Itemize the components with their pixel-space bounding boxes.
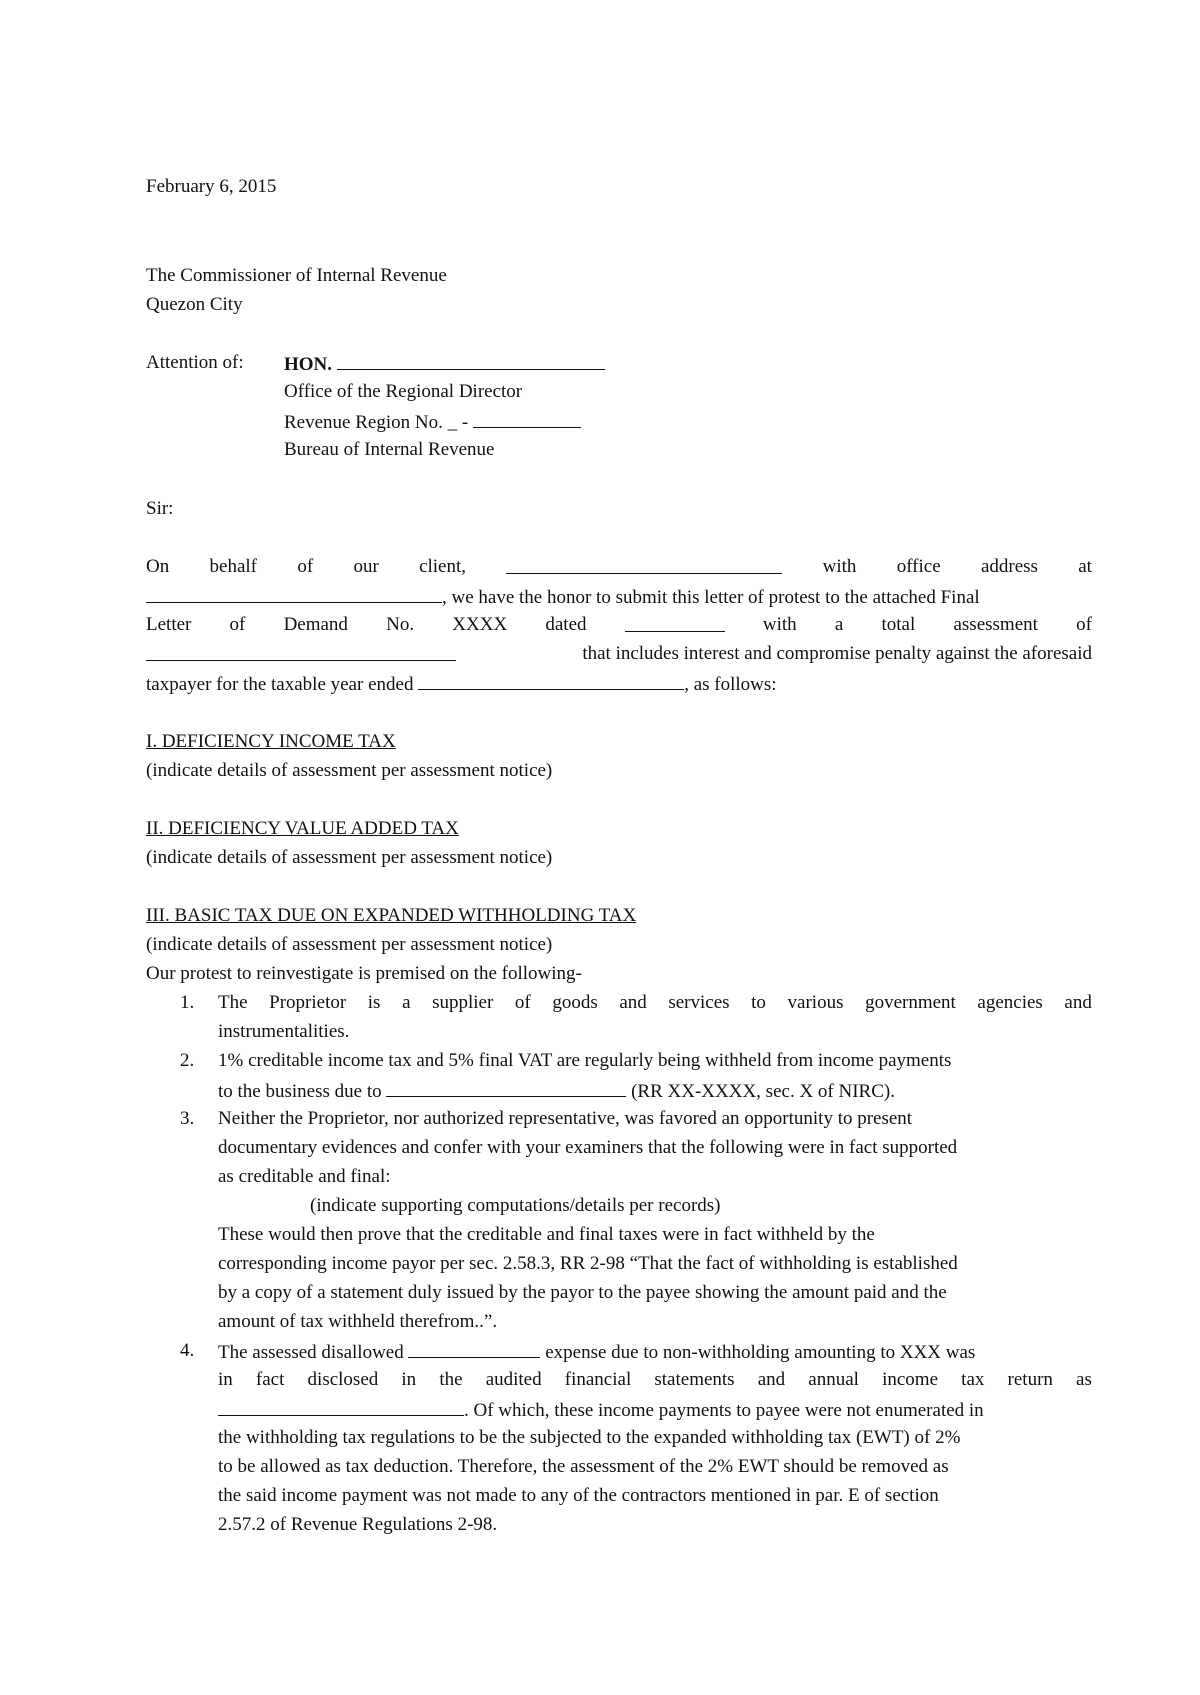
- item-word: statements: [654, 1369, 735, 1390]
- item-2-line-1: 1% creditable income tax and 5% final VAT are regularly being withheld from income payments: [218, 1050, 952, 1071]
- addressee-line-1: The Commissioner of Internal Revenue: [146, 265, 447, 286]
- intro-word: Demand: [283, 614, 348, 635]
- intro-line-5: [146, 672, 777, 696]
- attention-label: Attention of:: [146, 352, 244, 373]
- intro-word: total: [881, 614, 916, 635]
- intro-word: with: [822, 556, 857, 577]
- section-heading-vat: II. DEFICIENCY VALUE ADDED TAX: [146, 818, 459, 839]
- section-note: (indicate details of assessment per assessment notice): [146, 934, 553, 955]
- taxable-year-blank: [418, 672, 684, 690]
- salutation: Sir:: [146, 498, 174, 519]
- intro-word: with: [762, 614, 797, 635]
- intro-text: , we have the honor to submit this letter of protest to the attached Final: [442, 587, 980, 608]
- item-4-line-7: 2.57.2 of Revenue Regulations 2-98.: [218, 1514, 498, 1535]
- item-text: expense due to non-withholding amounting to XXX was: [545, 1342, 976, 1363]
- intro-word: at: [1078, 556, 1092, 577]
- item-word: goods: [552, 992, 598, 1013]
- item-4-line-5: to be allowed as tax deduction. Therefore, the assessment of the 2% EWT should be removed as: [218, 1456, 949, 1477]
- item-4-line-2: [218, 1369, 1092, 1391]
- expense-blank: [408, 1340, 540, 1358]
- intro-line-2: [146, 585, 980, 609]
- protest-intro: Our protest to reinvestigate is premised on the following-: [146, 963, 582, 984]
- item-word: disclosed: [307, 1369, 379, 1390]
- intro-word: of: [297, 556, 314, 577]
- item-word: return: [1007, 1369, 1053, 1390]
- item-4-line-6: the said income payment was not made to any of the contractors mentioned in par. E of section: [218, 1485, 939, 1506]
- intro-word: assessment: [953, 614, 1038, 635]
- intro-word: office: [896, 556, 941, 577]
- item-number: 2.: [180, 1050, 195, 1071]
- client-name-blank: [506, 556, 782, 574]
- hon-name-blank: [337, 352, 605, 370]
- item-word: and: [619, 992, 647, 1013]
- item-word: in: [401, 1369, 417, 1390]
- item-3-line-5: These would then prove that the creditable and final taxes were in fact withheld by the: [218, 1224, 875, 1245]
- item-4-line-4: the withholding tax regulations to be the subjected to the expanded withholding tax (EWT) of 2%: [218, 1427, 961, 1448]
- attention-office: Office of the Regional Director: [284, 381, 523, 402]
- hon-title: HON.: [284, 354, 333, 375]
- item-number: 3.: [180, 1108, 195, 1129]
- total-assessment-blank: [146, 643, 456, 661]
- date-blank: [625, 614, 725, 632]
- item-1-text: [218, 992, 1092, 1042]
- item-word: of: [514, 992, 531, 1013]
- section-note: (indicate details of assessment per assessment notice): [146, 760, 553, 781]
- attention-region-line: [284, 410, 581, 434]
- item-text: (RR XX-XXXX, sec. X of NIRC).: [631, 1081, 895, 1102]
- item-3-line-8: amount of tax withheld therefrom..”.: [218, 1311, 498, 1332]
- due-to-blank: [386, 1079, 626, 1097]
- intro-word: a: [834, 614, 844, 635]
- intro-word: No.: [386, 614, 415, 635]
- item-1-line-2: instrumentalities.: [218, 1021, 350, 1042]
- item-text: The assessed disallowed: [218, 1342, 404, 1363]
- item-word: is: [367, 992, 381, 1013]
- return-blank: [218, 1398, 464, 1416]
- item-word: to: [751, 992, 766, 1013]
- item-3-line-7: by a copy of a statement duly issued by the payor to the payee showing the amount paid and the: [218, 1282, 947, 1303]
- intro-word: Letter: [146, 614, 192, 635]
- addressee-line-2: Quezon City: [146, 294, 243, 315]
- intro-word: behalf: [209, 556, 258, 577]
- attention-hon-line: [284, 352, 605, 376]
- section-heading-income-tax: I. DEFICIENCY INCOME TAX: [146, 731, 396, 752]
- item-text: to the business due to: [218, 1081, 382, 1102]
- intro-line-1: [146, 556, 1092, 578]
- region-label: Revenue Region No. _ -: [284, 412, 469, 433]
- item-word: the: [439, 1369, 463, 1390]
- item-3-line-6: corresponding income payor per sec. 2.58.3, RR 2-98 “That the fact of withholding is established: [218, 1253, 958, 1274]
- item-word: financial: [564, 1369, 632, 1390]
- intro-text: taxpayer for the taxable year ended: [146, 674, 414, 695]
- item-word: government: [865, 992, 956, 1013]
- intro-word: our: [353, 556, 379, 577]
- item-word: various: [787, 992, 844, 1013]
- item-word: tax: [961, 1369, 985, 1390]
- region-blank: [473, 410, 581, 428]
- item-4-line-1: [218, 1340, 975, 1364]
- item-number: 1.: [180, 992, 195, 1013]
- item-word: audited: [485, 1369, 542, 1390]
- item-number: 4.: [180, 1340, 195, 1361]
- item-2-line-2: [218, 1079, 895, 1103]
- item-word: as: [1076, 1369, 1092, 1390]
- item-3-indented-note: (indicate supporting computations/details per records): [310, 1195, 721, 1216]
- intro-line-4: [146, 643, 1092, 665]
- item-word: Proprietor: [269, 992, 347, 1013]
- item-word: fact: [255, 1369, 285, 1390]
- intro-text: that includes interest and compromise penalty against the aforesaid: [582, 643, 1092, 664]
- item-text: . Of which, these income payments to payee were not enumerated in: [464, 1400, 984, 1421]
- item-3-line-3: as creditable and final:: [218, 1166, 391, 1187]
- item-word: agencies: [977, 992, 1043, 1013]
- item-word: a: [402, 992, 411, 1013]
- intro-line-3: [146, 614, 1092, 636]
- item-1-line-1: [218, 992, 1092, 1014]
- item-3-line-1: Neither the Proprietor, nor authorized representative, was favored an opportunity to present: [218, 1108, 913, 1129]
- item-word: income: [882, 1369, 939, 1390]
- item-word: The: [218, 992, 248, 1013]
- item-word: services: [668, 992, 730, 1013]
- intro-word: of: [229, 614, 246, 635]
- letter-date: February 6, 2015: [146, 176, 277, 197]
- intro-text: , as follows:: [684, 674, 777, 695]
- intro-word: On: [146, 556, 170, 577]
- item-4-line-3: [218, 1398, 984, 1422]
- intro-word: dated: [545, 614, 587, 635]
- intro-word: client,: [419, 556, 467, 577]
- attention-bureau: Bureau of Internal Revenue: [284, 439, 495, 460]
- item-word: and: [757, 1369, 786, 1390]
- item-3-line-2: documentary evidences and confer with your examiners that the following were in fact supported: [218, 1137, 958, 1158]
- item-word: annual: [808, 1369, 859, 1390]
- item-word: in: [218, 1369, 233, 1390]
- section-note: (indicate details of assessment per assessment notice): [146, 847, 553, 868]
- office-address-blank: [146, 585, 442, 603]
- intro-word: XXXX: [452, 614, 508, 635]
- section-heading-ewt: III. BASIC TAX DUE ON EXPANDED WITHHOLDING TAX: [146, 905, 637, 926]
- intro-word: of: [1076, 614, 1092, 635]
- intro-word: address: [980, 556, 1038, 577]
- item-word: supplier: [432, 992, 494, 1013]
- item-word: and: [1064, 992, 1092, 1013]
